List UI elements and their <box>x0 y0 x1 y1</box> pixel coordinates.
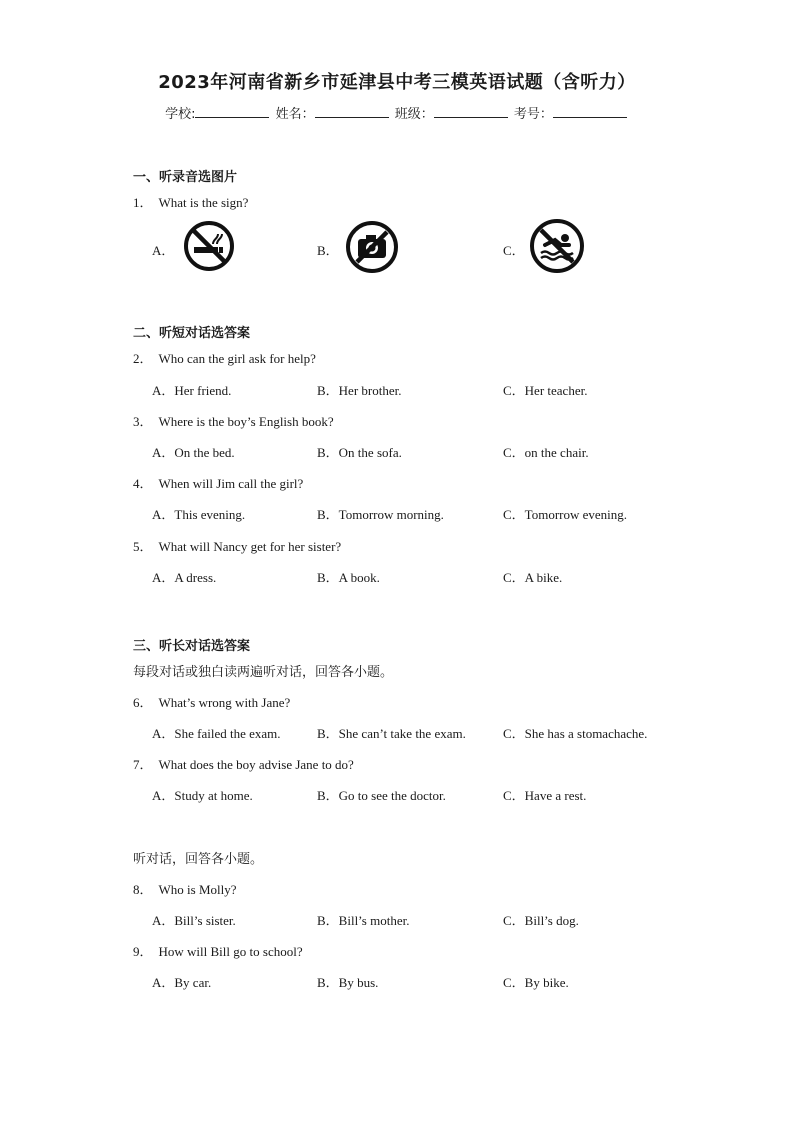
option-label: B． <box>317 570 339 585</box>
option-3b[interactable] <box>317 442 402 461</box>
option-text: Bill’s mother. <box>338 913 410 928</box>
option-text: By bus. <box>338 975 379 990</box>
school-label: 学校: <box>165 107 196 122</box>
option-label: B． <box>317 726 339 741</box>
option-5c[interactable] <box>503 567 562 586</box>
question-8 <box>133 879 237 898</box>
question-number: 8． <box>133 882 153 897</box>
question-2 <box>133 348 316 367</box>
option-label: C． <box>503 383 525 398</box>
question-6 <box>133 692 290 711</box>
option-label: A． <box>152 570 175 585</box>
option-9b[interactable] <box>317 972 378 991</box>
option-text: Tomorrow morning. <box>338 507 444 522</box>
option-label: C． <box>503 445 525 460</box>
option-text: She has a stomachache. <box>524 726 648 741</box>
question-text: What will Nancy get for her sister? <box>158 539 342 554</box>
option-9a[interactable] <box>152 972 211 991</box>
question-7 <box>133 754 354 773</box>
no-swimming-icon <box>529 218 585 279</box>
option-4c[interactable] <box>503 504 627 523</box>
question-number: 1． <box>133 195 153 210</box>
option-3a[interactable] <box>152 442 235 461</box>
option-label: C． <box>503 570 525 585</box>
option-5b[interactable] <box>317 567 380 586</box>
option-label: C． <box>503 726 525 741</box>
option-label: A． <box>152 507 175 522</box>
option-text: A book. <box>338 570 380 585</box>
question-number: 7． <box>133 757 153 772</box>
option-6c[interactable] <box>503 723 647 742</box>
option-text: Go to see the doctor. <box>338 788 446 803</box>
option-label: A． <box>152 383 175 398</box>
option-8c[interactable] <box>503 910 579 929</box>
question-number: 3． <box>133 414 153 429</box>
page-title: 2023年河南省新乡市延津县中考三模英语试题（含听力） <box>158 72 636 93</box>
question-text: What is the sign? <box>158 195 249 210</box>
school-blank[interactable] <box>195 105 269 118</box>
question-number: 4． <box>133 476 153 491</box>
option-label: B． <box>317 383 339 398</box>
question-number: 9． <box>133 944 153 959</box>
question-text: Who is Molly? <box>158 882 237 897</box>
option-label: B． <box>317 975 339 990</box>
option-text: Her friend. <box>174 383 232 398</box>
option-1a-label[interactable]: A． <box>152 243 175 258</box>
question-text: When will Jim call the girl? <box>158 476 304 491</box>
option-6b[interactable] <box>317 723 466 742</box>
option-text: Bill’s dog. <box>524 913 579 928</box>
question-1 <box>133 192 248 211</box>
question-text: How will Bill go to school? <box>158 944 303 959</box>
option-1b-label[interactable]: B． <box>317 243 339 258</box>
section-instruction-2: 听对话，回答各小题。 <box>133 852 264 867</box>
option-text: She can’t take the exam. <box>338 726 466 741</box>
class-label: 班级： <box>394 107 434 122</box>
option-8b[interactable] <box>317 910 409 929</box>
question-number: 5． <box>133 539 153 554</box>
option-label: B． <box>317 507 339 522</box>
number-blank[interactable] <box>553 105 627 118</box>
option-text: Study at home. <box>174 788 253 803</box>
section-heading-1: 一、听录音选图片 <box>133 170 238 185</box>
option-label: B． <box>317 913 339 928</box>
no-smoking-icon <box>183 220 235 277</box>
option-text: A bike. <box>524 570 563 585</box>
question-number: 2． <box>133 351 153 366</box>
option-text: Her brother. <box>338 383 402 398</box>
name-label: 姓名： <box>275 107 315 122</box>
option-text: Her teacher. <box>524 383 588 398</box>
option-4b[interactable] <box>317 504 444 523</box>
section-instruction: 每段对话或独白读两遍听对话，回答各小题。 <box>133 665 394 680</box>
option-label: A． <box>152 445 175 460</box>
option-text: On the sofa. <box>338 445 402 460</box>
option-text: Tomorrow evening. <box>524 507 628 522</box>
option-text: By bike. <box>524 975 569 990</box>
question-text: What’s wrong with Jane? <box>158 695 291 710</box>
section-heading-3: 三、听长对话选答案 <box>133 639 251 654</box>
option-3c[interactable] <box>503 442 589 461</box>
option-1c-label[interactable]: C． <box>503 243 525 258</box>
question-5 <box>133 536 341 555</box>
number-label: 考号： <box>513 107 553 122</box>
question-text: What does the boy advise Jane to do? <box>158 757 354 772</box>
question-text: Who can the girl ask for help? <box>158 351 316 366</box>
question-4 <box>133 473 303 492</box>
option-9c[interactable] <box>503 972 569 991</box>
option-2b[interactable] <box>317 380 401 399</box>
option-text: on the chair. <box>524 445 589 460</box>
option-label: B． <box>317 445 339 460</box>
option-5a[interactable] <box>152 567 216 586</box>
option-text: By car. <box>174 975 212 990</box>
option-7b[interactable] <box>317 785 446 804</box>
option-2a[interactable] <box>152 380 231 399</box>
option-7c[interactable] <box>503 785 586 804</box>
question-9 <box>133 941 303 960</box>
student-info-line <box>0 103 794 122</box>
option-text: Have a rest. <box>524 788 587 803</box>
option-label: A． <box>152 788 175 803</box>
option-label: A． <box>152 726 175 741</box>
option-7a[interactable] <box>152 785 253 804</box>
option-6a[interactable] <box>152 723 281 742</box>
option-label: B． <box>317 788 339 803</box>
option-label: C． <box>503 975 525 990</box>
option-label: A． <box>152 975 175 990</box>
name-blank[interactable] <box>315 105 389 118</box>
option-text: She failed the exam. <box>174 726 281 741</box>
option-label: C． <box>503 507 525 522</box>
option-label: C． <box>503 788 525 803</box>
question-text: Where is the boy’s English book? <box>158 414 334 429</box>
class-blank[interactable] <box>434 105 508 118</box>
option-text: On the bed. <box>174 445 235 460</box>
option-2c[interactable] <box>503 380 587 399</box>
question-number: 6． <box>133 695 153 710</box>
option-8a[interactable] <box>152 910 236 929</box>
option-text: This evening. <box>174 507 246 522</box>
option-text: Bill’s sister. <box>174 913 236 928</box>
option-text: A dress. <box>174 570 217 585</box>
section-heading-2: 二、听短对话选答案 <box>133 326 251 341</box>
option-label: A． <box>152 913 175 928</box>
question-3 <box>133 411 334 430</box>
no-photography-icon <box>345 220 399 279</box>
option-4a[interactable] <box>152 504 245 523</box>
option-label: C． <box>503 913 525 928</box>
